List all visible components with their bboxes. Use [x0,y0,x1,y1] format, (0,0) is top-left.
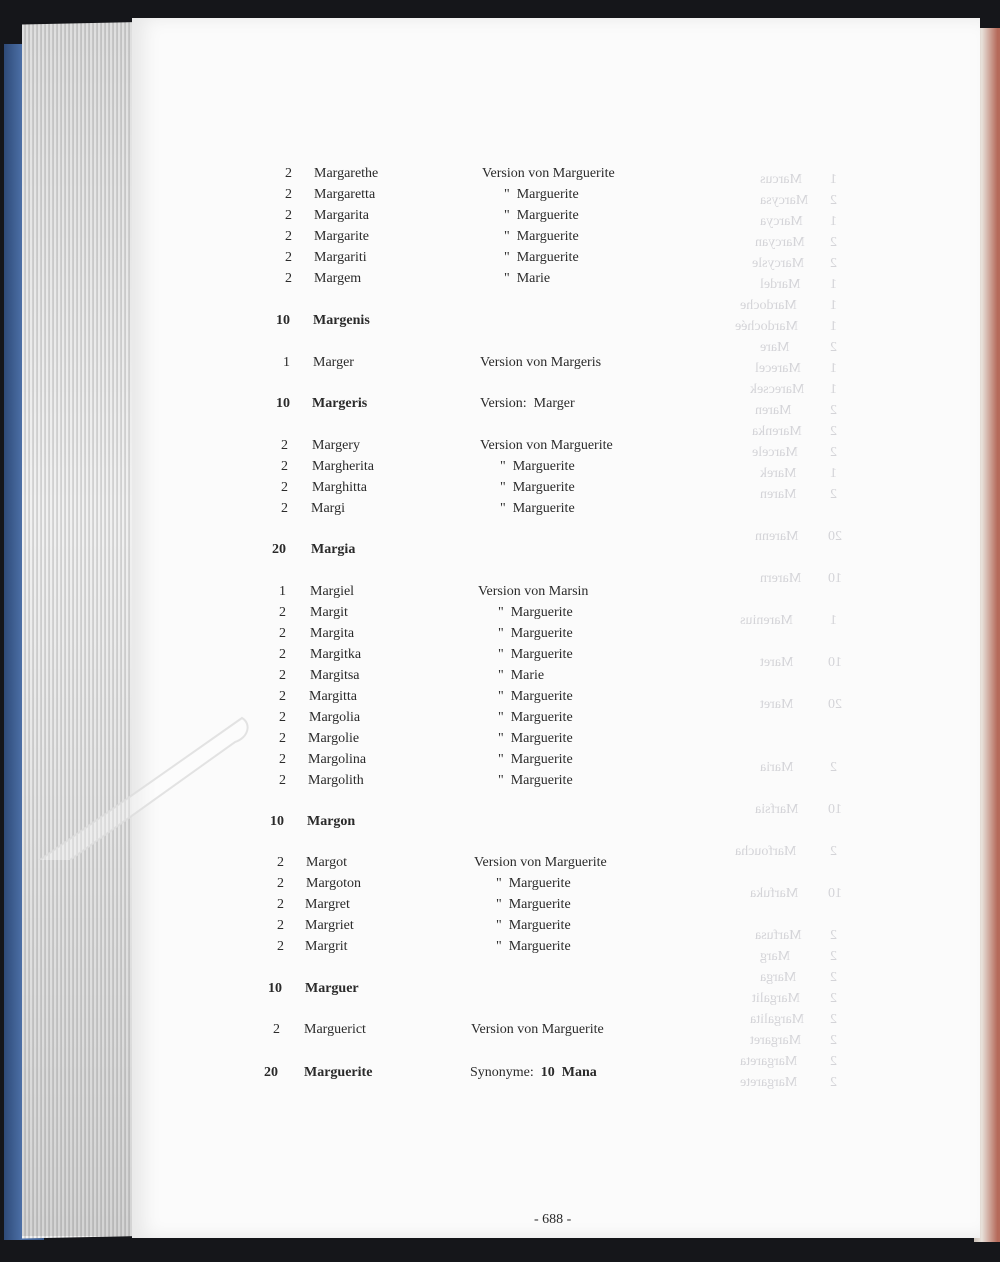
entry-number: 2 [281,501,288,516]
entry-name: Margenis [313,313,370,328]
entry-number: 2 [277,855,284,870]
entry-reference: " Marguerite [498,605,573,620]
entry-name: Margoton [306,876,361,891]
entry-number: 2 [285,250,292,265]
entry-number: 2 [277,939,284,954]
entry-number: 2 [285,271,292,286]
entry-number: 2 [285,208,292,223]
entry-number: 2 [277,876,284,891]
entry-number: 2 [281,480,288,495]
entry-reference: Version: Marger [480,396,575,411]
entry-number: 1 [283,355,290,370]
entry-name: Marguerict [304,1022,366,1037]
entry-reference: " Marguerite [496,876,571,891]
entry-reference: Version von Marguerite [480,438,613,453]
entry-reference: Version von Marguerite [471,1022,604,1037]
entry-name: Margaretta [314,187,376,202]
entry-name: Margriet [305,918,354,933]
entry-number: 10 [268,981,282,996]
entry-number: 2 [279,731,286,746]
entry-reference: " Marguerite [498,710,573,725]
entry-name: Margery [312,438,360,453]
entry-reference: " Marguerite [498,731,573,746]
entry-number: 2 [277,918,284,933]
entry-number: 2 [279,710,286,725]
entry-reference: " Marguerite [500,501,575,516]
entry-name: Margolie [308,731,360,746]
entry-reference: " Marguerite [498,752,573,767]
entry-name: Marguer [305,981,359,996]
entry-name: Margret [305,897,350,912]
entry-name: Margariti [314,250,367,265]
entry-name: Margit [310,605,348,620]
entry-number: 2 [279,773,286,788]
entry-name: Margitta [309,689,357,704]
synonym-reference: 10 Mana [533,1065,597,1080]
entry-reference: " Marguerite [504,229,579,244]
entry-number: 2 [279,752,286,767]
entry-reference: " Marguerite [496,939,571,954]
entry-reference: " Marguerite [498,626,573,641]
entry-number: 2 [279,626,286,641]
entry-reference: " Marguerite [498,647,573,662]
entry-name: Margitka [310,647,362,662]
entry-number: 2 [279,668,286,683]
entry-number: 10 [276,396,290,411]
entry-reference: Version von Margeris [480,355,602,370]
entry-number: 2 [281,438,288,453]
entry-name: Marguerite [304,1065,373,1080]
entry-reference: Version von Marsin [478,584,589,599]
entry-number: 2 [279,605,286,620]
entry-reference: " Marguerite [504,208,579,223]
entry-name: Margita [310,626,355,641]
entry-reference: " Marguerite [496,897,571,912]
entry-reference: " Marguerite [498,773,573,788]
entry-name: Margarita [314,208,369,223]
entry-number: 2 [285,187,292,202]
entry-number: 2 [279,689,286,704]
entry-name: Margolith [308,773,364,788]
entry-name: Marger [313,355,354,370]
entry-reference: Synonyme: 10 Mana [470,1065,597,1080]
entry-name: Marghitta [312,480,367,495]
entry-name: Margrit [305,939,348,954]
entry-reference: Version von Marguerite [482,166,615,181]
entry-name: Margot [306,855,347,870]
entry-name: Margiel [310,584,355,599]
entry-reference: Version von Marguerite [474,855,607,870]
entry-reference: " Marguerite [504,250,579,265]
entry-name: Margia [311,542,356,557]
entry-name: Margolina [308,752,367,767]
entry-number: 10 [276,313,290,328]
entry-reference: " Marguerite [496,918,571,933]
entry-name: Margon [307,814,356,829]
entry-reference: " Marguerite [500,459,575,474]
entry-number: 2 [277,897,284,912]
entry-number: 2 [273,1022,280,1037]
entry-name: Margarethe [314,166,379,181]
entry-number: 20 [272,542,286,557]
entry-number: 1 [279,584,286,599]
entry-name: Margeris [312,396,368,411]
entry-reference: " Marguerite [500,480,575,495]
entry-reference: " Marguerite [498,689,573,704]
entry-number: 20 [264,1065,278,1080]
entry-reference: " Marguerite [504,187,579,202]
entry-reference: " Marie [498,668,545,683]
entry-number: 10 [270,814,284,829]
entry-name: Margarite [314,229,369,244]
entry-name: Margitsa [310,668,360,683]
entry-number: 2 [281,459,288,474]
entry-name: Margi [311,501,345,516]
entry-number: 2 [285,166,292,181]
entry-name: Margolia [309,710,361,725]
entry-reference: " Marie [504,271,551,286]
entry-name: Margem [314,271,362,286]
entry-number: 2 [285,229,292,244]
bleed-through-text: Marcus Marcysa Marcya Marcyan Marcysle Mardel Mardoche Mardochée Mare Marecel Marecsek Maren Marenka Marcele Marek Maren Marenn Marern Marenius Maret Maret Maria Marfsia Marfoucha Marfuka Marfusa Marg Marga Margalit Margalita Margaret Margareta Margarete 1 2 1 2 2 1 1 1 2 1 1 2 2 2 1 2 20 10 1 10 20 2 10 2 10 2 2 2 2 2 2 2 2 [735,172,842,1090]
entry-name: Margherita [312,459,374,474]
entry-number: 2 [279,647,286,662]
page-number: - 688 - [534,1212,572,1227]
page-edges-shade [22,22,140,1236]
